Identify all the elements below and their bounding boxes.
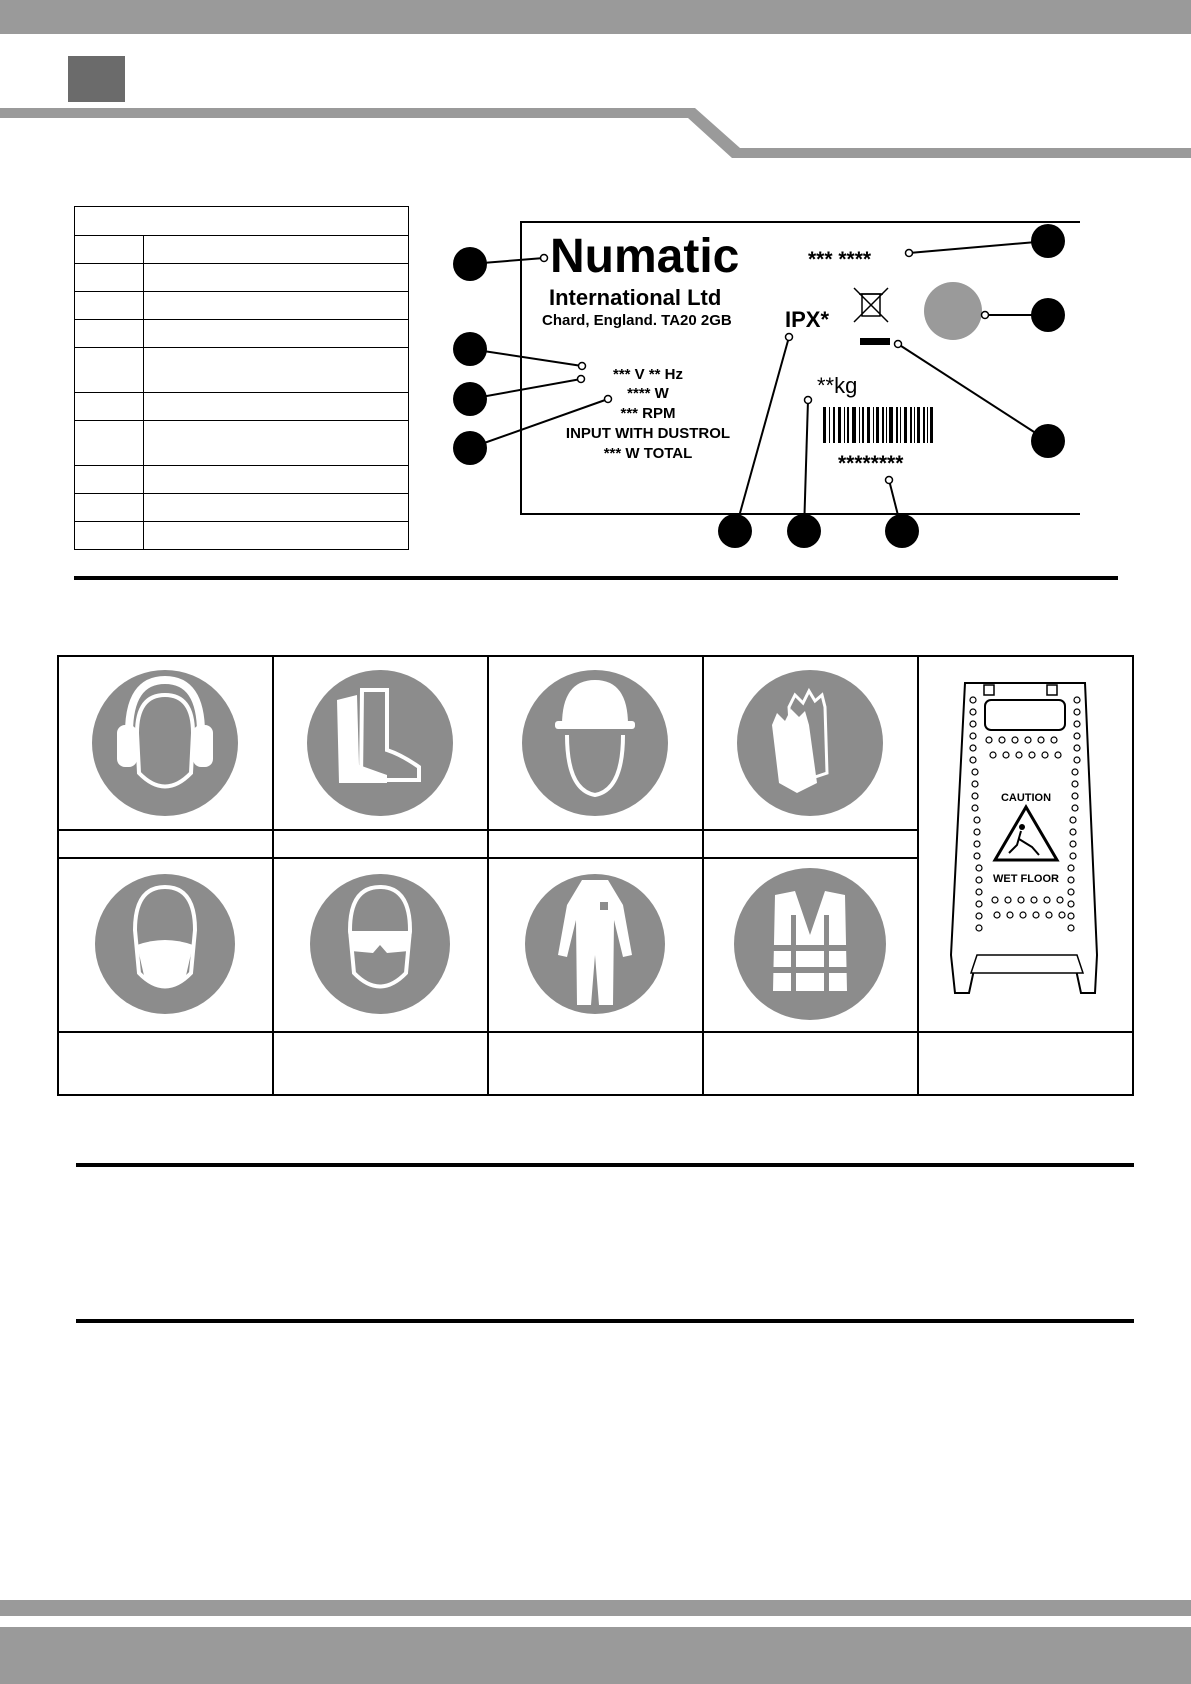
hard-hat-icon (522, 670, 668, 816)
safety-glasses-icon (310, 874, 450, 1014)
company-text: International Ltd (549, 285, 722, 310)
safety-boots-icon (307, 670, 453, 816)
spec-line-power: **** W (627, 385, 669, 402)
brand-text: Numatic (550, 230, 740, 283)
table-row (75, 348, 409, 393)
footer-bar (0, 1627, 1191, 1684)
caution-text: CAUTION (1000, 792, 1052, 804)
wet-floor-text: WET FLOOR (993, 873, 1059, 885)
table-row (75, 292, 409, 320)
serial-text: ******** (838, 452, 904, 475)
overalls-icon (525, 874, 665, 1014)
ppe-grid (57, 655, 1135, 1097)
section-divider-3 (76, 1319, 1134, 1323)
table-row (75, 522, 409, 550)
section-badge (68, 56, 125, 102)
table-row (75, 466, 409, 494)
weight-text: **kg (817, 373, 858, 398)
model-code-text: *** **** (808, 248, 872, 271)
table-row (75, 236, 409, 264)
spec-line-rpm: *** RPM (620, 405, 676, 422)
section-divider-2 (76, 1163, 1134, 1167)
address-text: Chard, England. TA20 2GB (542, 312, 732, 329)
spec-line-total: *** W TOTAL (603, 445, 693, 462)
ip-rating-text: IPX* (785, 307, 830, 332)
table-row (75, 264, 409, 292)
table-row (75, 393, 409, 421)
ce-mark-circle (924, 282, 982, 340)
weee-bar (860, 338, 890, 345)
table-row (75, 320, 409, 348)
header-stepped-line (0, 108, 1191, 162)
rating-plate-diagram (440, 210, 1080, 560)
spec-line-voltage: *** V ** Hz (612, 366, 684, 383)
legend-table (74, 206, 409, 550)
table-row (75, 494, 409, 522)
gloves-icon (737, 670, 883, 816)
table-row (75, 207, 409, 236)
footer-thin-bar (0, 1600, 1191, 1616)
section-divider-1 (74, 576, 1118, 580)
spec-line-dustrol: INPUT WITH DUSTROL (565, 425, 731, 442)
hi-vis-vest-icon (734, 868, 886, 1020)
top-bar (0, 0, 1191, 34)
table-row (75, 421, 409, 466)
wet-floor-sign-icon (951, 683, 1097, 993)
ear-defenders-icon (92, 670, 238, 816)
dust-mask-icon (95, 874, 235, 1014)
